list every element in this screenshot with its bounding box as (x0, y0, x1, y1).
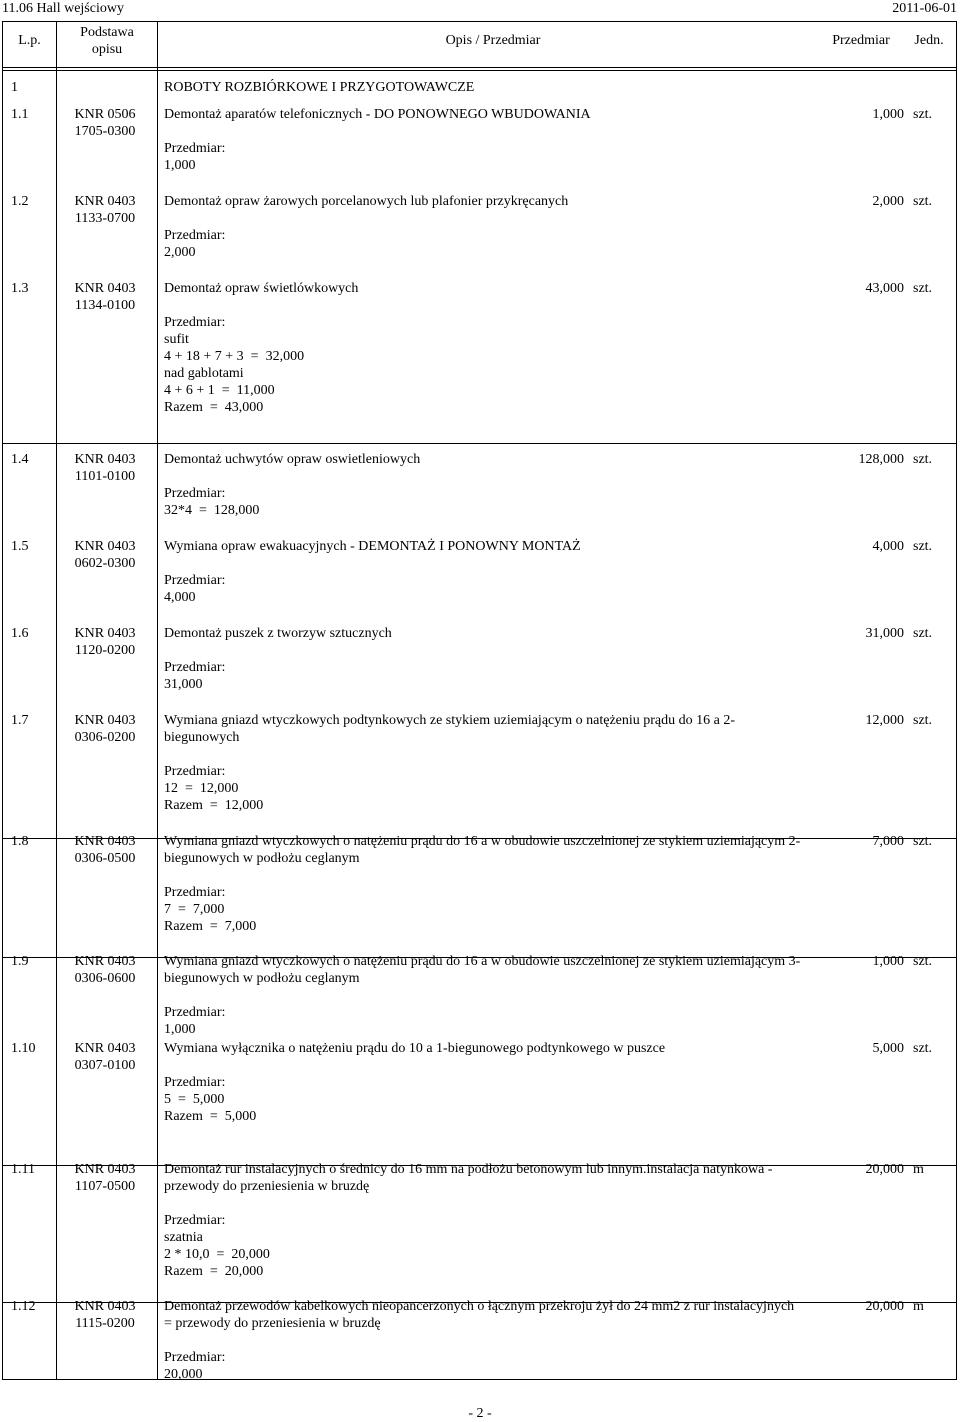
header-unit: Jedn. (914, 33, 944, 48)
row-description-block (164, 106, 804, 174)
row-description-block (164, 1040, 804, 1125)
measurement-line: 4 + 6 + 1 = 11,000 (164, 383, 275, 398)
row-description-block (164, 953, 804, 1038)
measurement-label: Przedmiar: (164, 315, 226, 330)
header-divider (3, 67, 956, 68)
header-lp: L.p. (18, 33, 41, 48)
row-quantity: 12,000 (865, 713, 904, 728)
measurement-line: Razem = 5,000 (164, 1109, 257, 1124)
row-description: Demontaż przewodów kabelkowych nieopancerzonych o łącznym przekroju żył do 24 mm2 z rur instalacyjnych = przewody do przeniesienia w bruzdę (164, 1299, 795, 1331)
row-description: Demontaż opraw żarowych porcelanowych lub plafonier przykręcanych (164, 194, 569, 209)
row-lp: 1.8 (11, 834, 29, 849)
column-divider (157, 22, 158, 1379)
row-description: Demontaż aparatów telefonicznych - DO PONOWNEGO WBUDOWANIA (164, 107, 591, 122)
section-title: ROBOTY ROZBIÓRKOWE I PRZYGOTOWAWCZE (164, 80, 475, 95)
row-description: Demontaż puszek z tworzyw sztucznych (164, 626, 392, 641)
measurement-label: Przedmiar: (164, 885, 226, 900)
row-unit: szt. (913, 834, 933, 849)
measurement-line: 31,000 (164, 677, 203, 692)
row-lp: 1.1 (11, 107, 29, 122)
row-source: KNR 0403 0602-0300 (74, 539, 136, 571)
row-unit: szt. (913, 626, 933, 641)
row-description-block (164, 193, 804, 261)
row-unit: szt. (913, 107, 933, 122)
row-description: Wymiana gniazd wtyczkowych o natężeniu prądu do 16 a w obudowie uszczelnionej ze stykiem uziemiającym 2-biegunowych w podłożu ceglanym (164, 834, 801, 866)
section-number: 1 (11, 80, 18, 95)
row-description: Wymiana wyłącznika o natężeniu prądu do 10 a 1-biegunowego podtynkowego w puszce (164, 1041, 666, 1056)
row-lp: 1.11 (11, 1162, 35, 1177)
document-title: 11.06 Hall wejściowy (2, 1, 124, 16)
column-divider (56, 22, 57, 1379)
measurement-line: Razem = 43,000 (164, 400, 264, 415)
measurement-line: Razem = 20,000 (164, 1264, 264, 1279)
row-measurement (164, 1349, 804, 1383)
row-source: KNR 0403 0307-0100 (74, 1041, 136, 1073)
row-measurement (164, 485, 804, 519)
measurement-line: Razem = 12,000 (164, 798, 264, 813)
row-description-block (164, 712, 804, 814)
row-lp: 1.3 (11, 281, 29, 296)
row-quantity: 5,000 (872, 1041, 904, 1056)
measurement-label: Przedmiar: (164, 1075, 226, 1090)
row-source: KNR 0403 1115-0200 (74, 1299, 136, 1331)
row-quantity: 20,000 (865, 1299, 904, 1314)
row-lp: 1.4 (11, 452, 29, 467)
row-unit: szt. (913, 194, 933, 209)
row-source: KNR 0403 1134-0100 (74, 281, 136, 313)
row-quantity: 1,000 (872, 107, 904, 122)
row-description: Wymiana gniazd wtyczkowych o natężeniu prądu do 16 a w obudowie uszczelnionej ze stykiem uziemiającym 3-biegunowych w podłożu ceglanym (164, 954, 801, 986)
measurement-line: 2,000 (164, 245, 196, 260)
row-source: KNR 0403 0306-0500 (74, 834, 136, 866)
row-measurement (164, 227, 804, 261)
measurement-line: 1,000 (164, 158, 196, 173)
row-lp: 1.5 (11, 539, 29, 554)
row-unit: szt. (913, 1041, 933, 1056)
row-measurement (164, 1074, 804, 1125)
row-source: KNR 0403 0306-0600 (74, 954, 136, 986)
measurement-line: 2 * 10,0 = 20,000 (164, 1247, 270, 1262)
row-unit: szt. (913, 281, 933, 296)
row-measurement (164, 1004, 804, 1038)
measurement-line: Razem = 7,000 (164, 919, 257, 934)
measurement-line: sufit (164, 332, 189, 347)
row-lp: 1.10 (11, 1041, 36, 1056)
row-measurement (164, 884, 804, 935)
measurement-line: 20,000 (164, 1367, 203, 1382)
row-quantity: 128,000 (858, 452, 904, 467)
row-description-block (164, 1298, 804, 1383)
header-quantity: Przedmiar (832, 33, 890, 48)
row-unit: m (913, 1299, 924, 1314)
row-description: Demontaż rur instalacyjnych o średnicy do 16 mm na podłożu betonowym lub innym.instalacja natynkowa - przewody do przeniesienia w bruzdę (164, 1162, 773, 1194)
row-measurement (164, 314, 804, 416)
row-lp: 1.6 (11, 626, 29, 641)
row-quantity: 20,000 (865, 1162, 904, 1177)
row-source: KNR 0506 1705-0300 (74, 107, 136, 139)
measurement-label: Przedmiar: (164, 141, 226, 156)
row-unit: szt. (913, 452, 933, 467)
row-quantity: 4,000 (872, 539, 904, 554)
measurement-label: Przedmiar: (164, 1213, 226, 1228)
row-measurement (164, 1212, 804, 1280)
row-description: Demontaż opraw świetlówkowych (164, 281, 359, 296)
measurement-line: nad gablotami (164, 366, 244, 381)
row-source: KNR 0403 1101-0100 (74, 452, 136, 484)
measurement-line: 7 = 7,000 (164, 902, 225, 917)
header-divider (3, 70, 956, 71)
row-measurement (164, 140, 804, 174)
cost-estimate-table (2, 21, 957, 1380)
measurement-line: 32*4 = 128,000 (164, 503, 260, 518)
row-source: KNR 0403 1107-0500 (74, 1162, 136, 1194)
row-lp: 1.9 (11, 954, 29, 969)
measurement-label: Przedmiar: (164, 1350, 226, 1365)
row-quantity: 2,000 (872, 194, 904, 209)
row-description-block (164, 625, 804, 693)
row-measurement (164, 763, 804, 814)
row-description-block (164, 280, 804, 416)
header-description: Opis / Przedmiar (445, 33, 541, 48)
row-description-block (164, 451, 804, 519)
row-quantity: 31,000 (865, 626, 904, 641)
row-description: Wymiana gniazd wtyczkowych podtynkowych ze stykiem uziemiającym o natężeniu prądu do 16 a 2-biegunowych (164, 713, 736, 745)
row-divider (3, 443, 956, 444)
header-source: Podstawa opisu (80, 25, 134, 57)
row-source: KNR 0403 1120-0200 (74, 626, 136, 658)
measurement-label: Przedmiar: (164, 1005, 226, 1020)
page-number: - 2 - (468, 1406, 492, 1421)
row-description: Wymiana opraw ewakuacyjnych - DEMONTAŻ I PONOWNY MONTAŻ (164, 539, 581, 554)
row-unit: szt. (913, 954, 933, 969)
row-unit: szt. (913, 713, 933, 728)
measurement-label: Przedmiar: (164, 764, 226, 779)
row-unit: m (913, 1162, 924, 1177)
row-description-block (164, 833, 804, 935)
measurement-line: 1,000 (164, 1022, 196, 1037)
row-lp: 1.12 (11, 1299, 36, 1314)
row-lp: 1.2 (11, 194, 29, 209)
row-unit: szt. (913, 539, 933, 554)
row-description-block (164, 1161, 804, 1280)
row-source: KNR 0403 1133-0700 (74, 194, 136, 226)
row-source: KNR 0403 0306-0200 (74, 713, 136, 745)
row-lp: 1.7 (11, 713, 29, 728)
row-measurement (164, 572, 804, 606)
row-quantity: 1,000 (872, 954, 904, 969)
measurement-line: 4,000 (164, 590, 196, 605)
measurement-label: Przedmiar: (164, 228, 226, 243)
measurement-line: 12 = 12,000 (164, 781, 239, 796)
measurement-line: 5 = 5,000 (164, 1092, 225, 1107)
measurement-line: 4 + 18 + 7 + 3 = 32,000 (164, 349, 305, 364)
measurement-label: Przedmiar: (164, 486, 226, 501)
measurement-label: Przedmiar: (164, 660, 226, 675)
row-measurement (164, 659, 804, 693)
row-description: Demontaż uchwytów opraw oswietleniowych (164, 452, 421, 467)
document-date: 2011-06-01 (892, 1, 957, 16)
row-quantity: 43,000 (865, 281, 904, 296)
measurement-label: Przedmiar: (164, 573, 226, 588)
row-quantity: 7,000 (872, 834, 904, 849)
row-description-block (164, 538, 804, 606)
measurement-line: szatnia (164, 1230, 203, 1245)
